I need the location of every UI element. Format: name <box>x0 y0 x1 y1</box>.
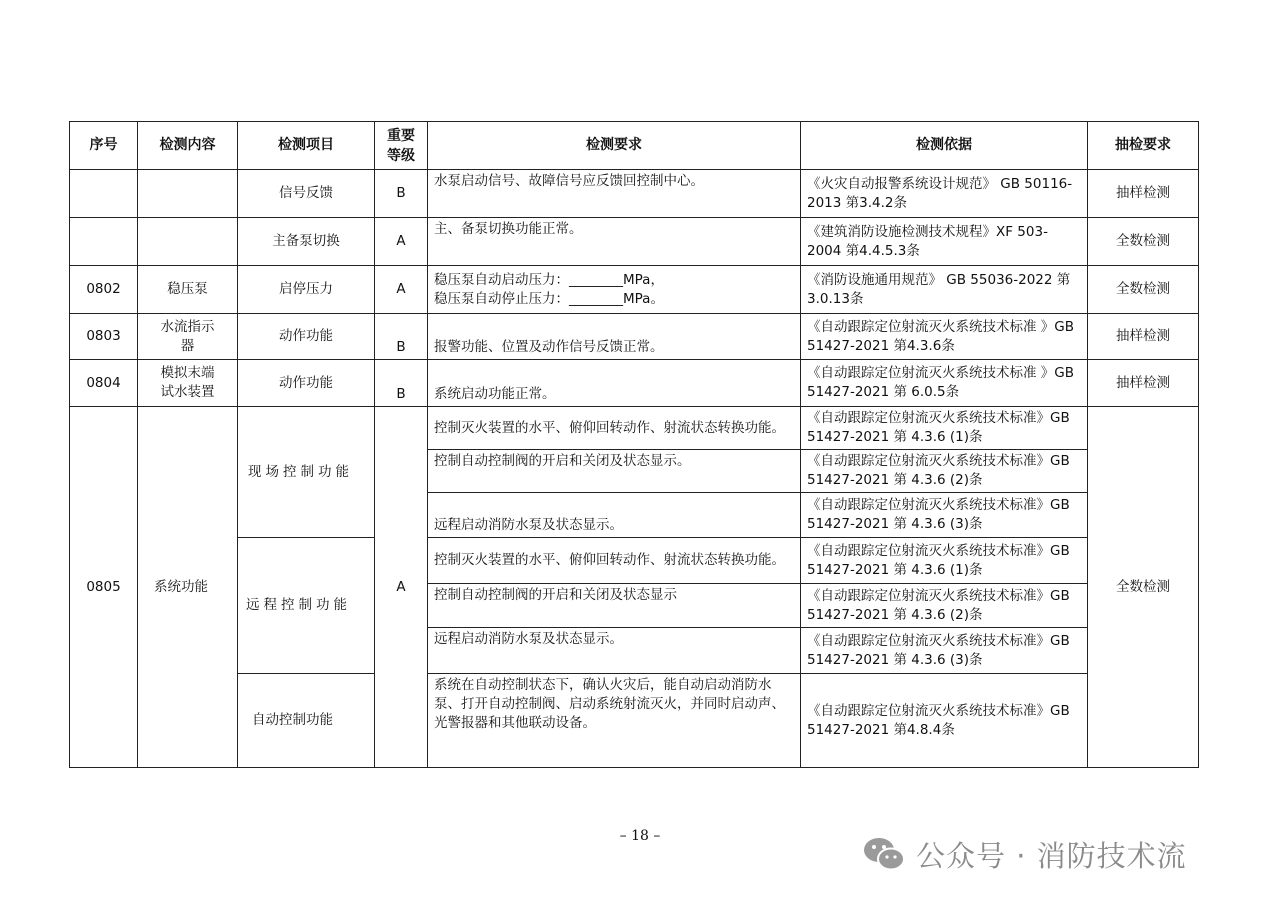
cell-content: 系统功能 <box>138 407 238 768</box>
cell-requirement: 主、备泵切换功能正常。 <box>428 218 801 266</box>
cell-sampling: 全数检测 <box>1088 218 1199 266</box>
cell-no <box>70 170 138 218</box>
wechat-icon <box>862 834 906 874</box>
table-row <box>70 538 1199 584</box>
header-content: 检测内容 <box>138 122 238 170</box>
inspection-table <box>69 121 1199 768</box>
cell-requirement: 控制自动控制阀的开启和关闭及状态显示。 <box>428 450 801 493</box>
header-sampling: 抽检要求 <box>1088 122 1199 170</box>
content-line: 模拟末端 <box>160 365 215 381</box>
cell-requirement: 报警功能、位置及动作信号反馈正常。 <box>428 314 801 360</box>
cell-no: 0802 <box>70 266 138 314</box>
header-no: 序号 <box>70 122 138 170</box>
cell-content: 稳压泵 <box>138 266 238 314</box>
requirement-line: 稳压泵自动停止压力：________MPa。 <box>434 290 664 307</box>
header-level-line1: 重要 <box>387 127 415 144</box>
cell-sampling: 抽样检测 <box>1088 170 1199 218</box>
table-row <box>70 170 1199 218</box>
table-row <box>70 407 1199 450</box>
cell-basis: 《自动跟踪定位射流灭火系统技术标准》GB 51427-2021 第 4.3.6 (3)条 <box>801 493 1088 538</box>
cell-basis: 《火灾自动报警系统设计规范》 GB 50116-2013 第3.4.2条 <box>801 170 1088 218</box>
content-line: 水流指示 <box>160 318 215 335</box>
cell-basis: 《建筑消防设施检测技术规程》XF 503-2004 第4.4.5.3条 <box>801 218 1088 266</box>
cell-requirement: 水泵启动信号、故障信号应反馈回控制中心。 <box>428 170 801 218</box>
header-requirement: 检测要求 <box>428 122 801 170</box>
table-header-row <box>70 122 1199 170</box>
cell-level: B <box>375 314 428 360</box>
header-level <box>375 122 428 170</box>
cell-content <box>138 170 238 218</box>
cell-no: 0803 <box>70 314 138 360</box>
cell-no: 0805 <box>70 407 138 768</box>
cell-basis: 《自动跟踪定位射流灭火系统技术标准》GB 51427-2021 第 4.3.6 (2)条 <box>801 584 1088 628</box>
cell-level: B <box>375 170 428 218</box>
cell-basis: 《自动跟踪定位射流灭火系统技术标准》GB 51427-2021 第 4.3.6 (1)条 <box>801 407 1088 450</box>
cell-sampling: 抽样检测 <box>1088 314 1199 360</box>
cell-requirement: 远程启动消防水泵及状态显示。 <box>428 628 801 674</box>
content-line: 试水装置 <box>160 384 215 400</box>
cell-basis: 《自动跟踪定位射流灭火系统技术标准 》GB 51427-2021 第 6.0.5条 <box>801 360 1088 407</box>
cell-item: 动作功能 <box>238 360 375 407</box>
cell-sampling: 全数检测 <box>1088 407 1199 768</box>
cell-requirement: 控制自动控制阀的开启和关闭及状态显示 <box>428 584 801 628</box>
cell-item: 主备泵切换 <box>238 218 375 266</box>
cell-item-auto: 自动控制功能 <box>238 674 375 768</box>
cell-requirement: 控制灭火装置的水平、俯仰回转动作、射流状态转换功能。 <box>428 407 801 450</box>
cell-basis: 《自动跟踪定位射流灭火系统技术标准 》GB 51427-2021 第4.3.6条 <box>801 314 1088 360</box>
cell-basis: 《自动跟踪定位射流灭火系统技术标准》GB 51427-2021 第 4.3.6 (1)条 <box>801 538 1088 584</box>
watermark-text: 公众号 · 消防技术流 <box>916 838 1187 873</box>
table-row <box>70 218 1199 266</box>
header-basis: 检测依据 <box>801 122 1088 170</box>
cell-item: 动作功能 <box>238 314 375 360</box>
table-row <box>70 314 1199 360</box>
cell-sampling: 全数检测 <box>1088 266 1199 314</box>
cell-content <box>138 314 238 360</box>
cell-item: 信号反馈 <box>238 170 375 218</box>
table-row <box>70 266 1199 314</box>
content-line: 器 <box>180 337 195 354</box>
cell-no <box>70 218 138 266</box>
cell-content <box>138 218 238 266</box>
cell-no: 0804 <box>70 360 138 407</box>
cell-level: A <box>375 218 428 266</box>
cell-level: A <box>375 266 428 314</box>
cell-level: A <box>375 407 428 768</box>
header-level-line2: 等级 <box>387 147 415 164</box>
watermark <box>862 834 1187 874</box>
cell-basis: 《自动跟踪定位射流灭火系统技术标准》GB 51427-2021 第4.8.4条 <box>801 674 1088 768</box>
header-item: 检测项目 <box>238 122 375 170</box>
cell-requirement: 远程启动消防水泵及状态显示。 <box>428 493 801 538</box>
cell-item-local: 现场控制功能 <box>238 407 375 538</box>
cell-requirement: 控制灭火装置的水平、俯仰回转动作、射流状态转换功能。 <box>428 538 801 584</box>
cell-level: B <box>375 360 428 407</box>
cell-item-remote: 远程控制功能 <box>238 538 375 674</box>
cell-basis: 《自动跟踪定位射流灭火系统技术标准》GB 51427-2021 第 4.3.6 (2)条 <box>801 450 1088 493</box>
cell-basis: 《自动跟踪定位射流灭火系统技术标准》GB 51427-2021 第 4.3.6 (3)条 <box>801 628 1088 674</box>
requirement-line: 稳压泵自动启动压力：________MPa， <box>434 271 664 288</box>
cell-basis: 《消防设施通用规范》 GB 55036-2022 第3.0.13条 <box>801 266 1088 314</box>
cell-item: 启停压力 <box>238 266 375 314</box>
table-row <box>70 674 1199 768</box>
cell-requirement: 系统启动功能正常。 <box>428 360 801 407</box>
cell-sampling: 抽样检测 <box>1088 360 1199 407</box>
table-row <box>70 360 1199 407</box>
cell-content <box>138 360 238 407</box>
cell-requirement: 系统在自动控制状态下，确认火灾后，能自动启动消防水泵、打开自动控制阀、启动系统射流灭火，并同时启动声、光警报器和其他联动设备。 <box>428 674 801 768</box>
page-number: – 18 – <box>619 828 661 844</box>
cell-requirement <box>428 266 801 314</box>
